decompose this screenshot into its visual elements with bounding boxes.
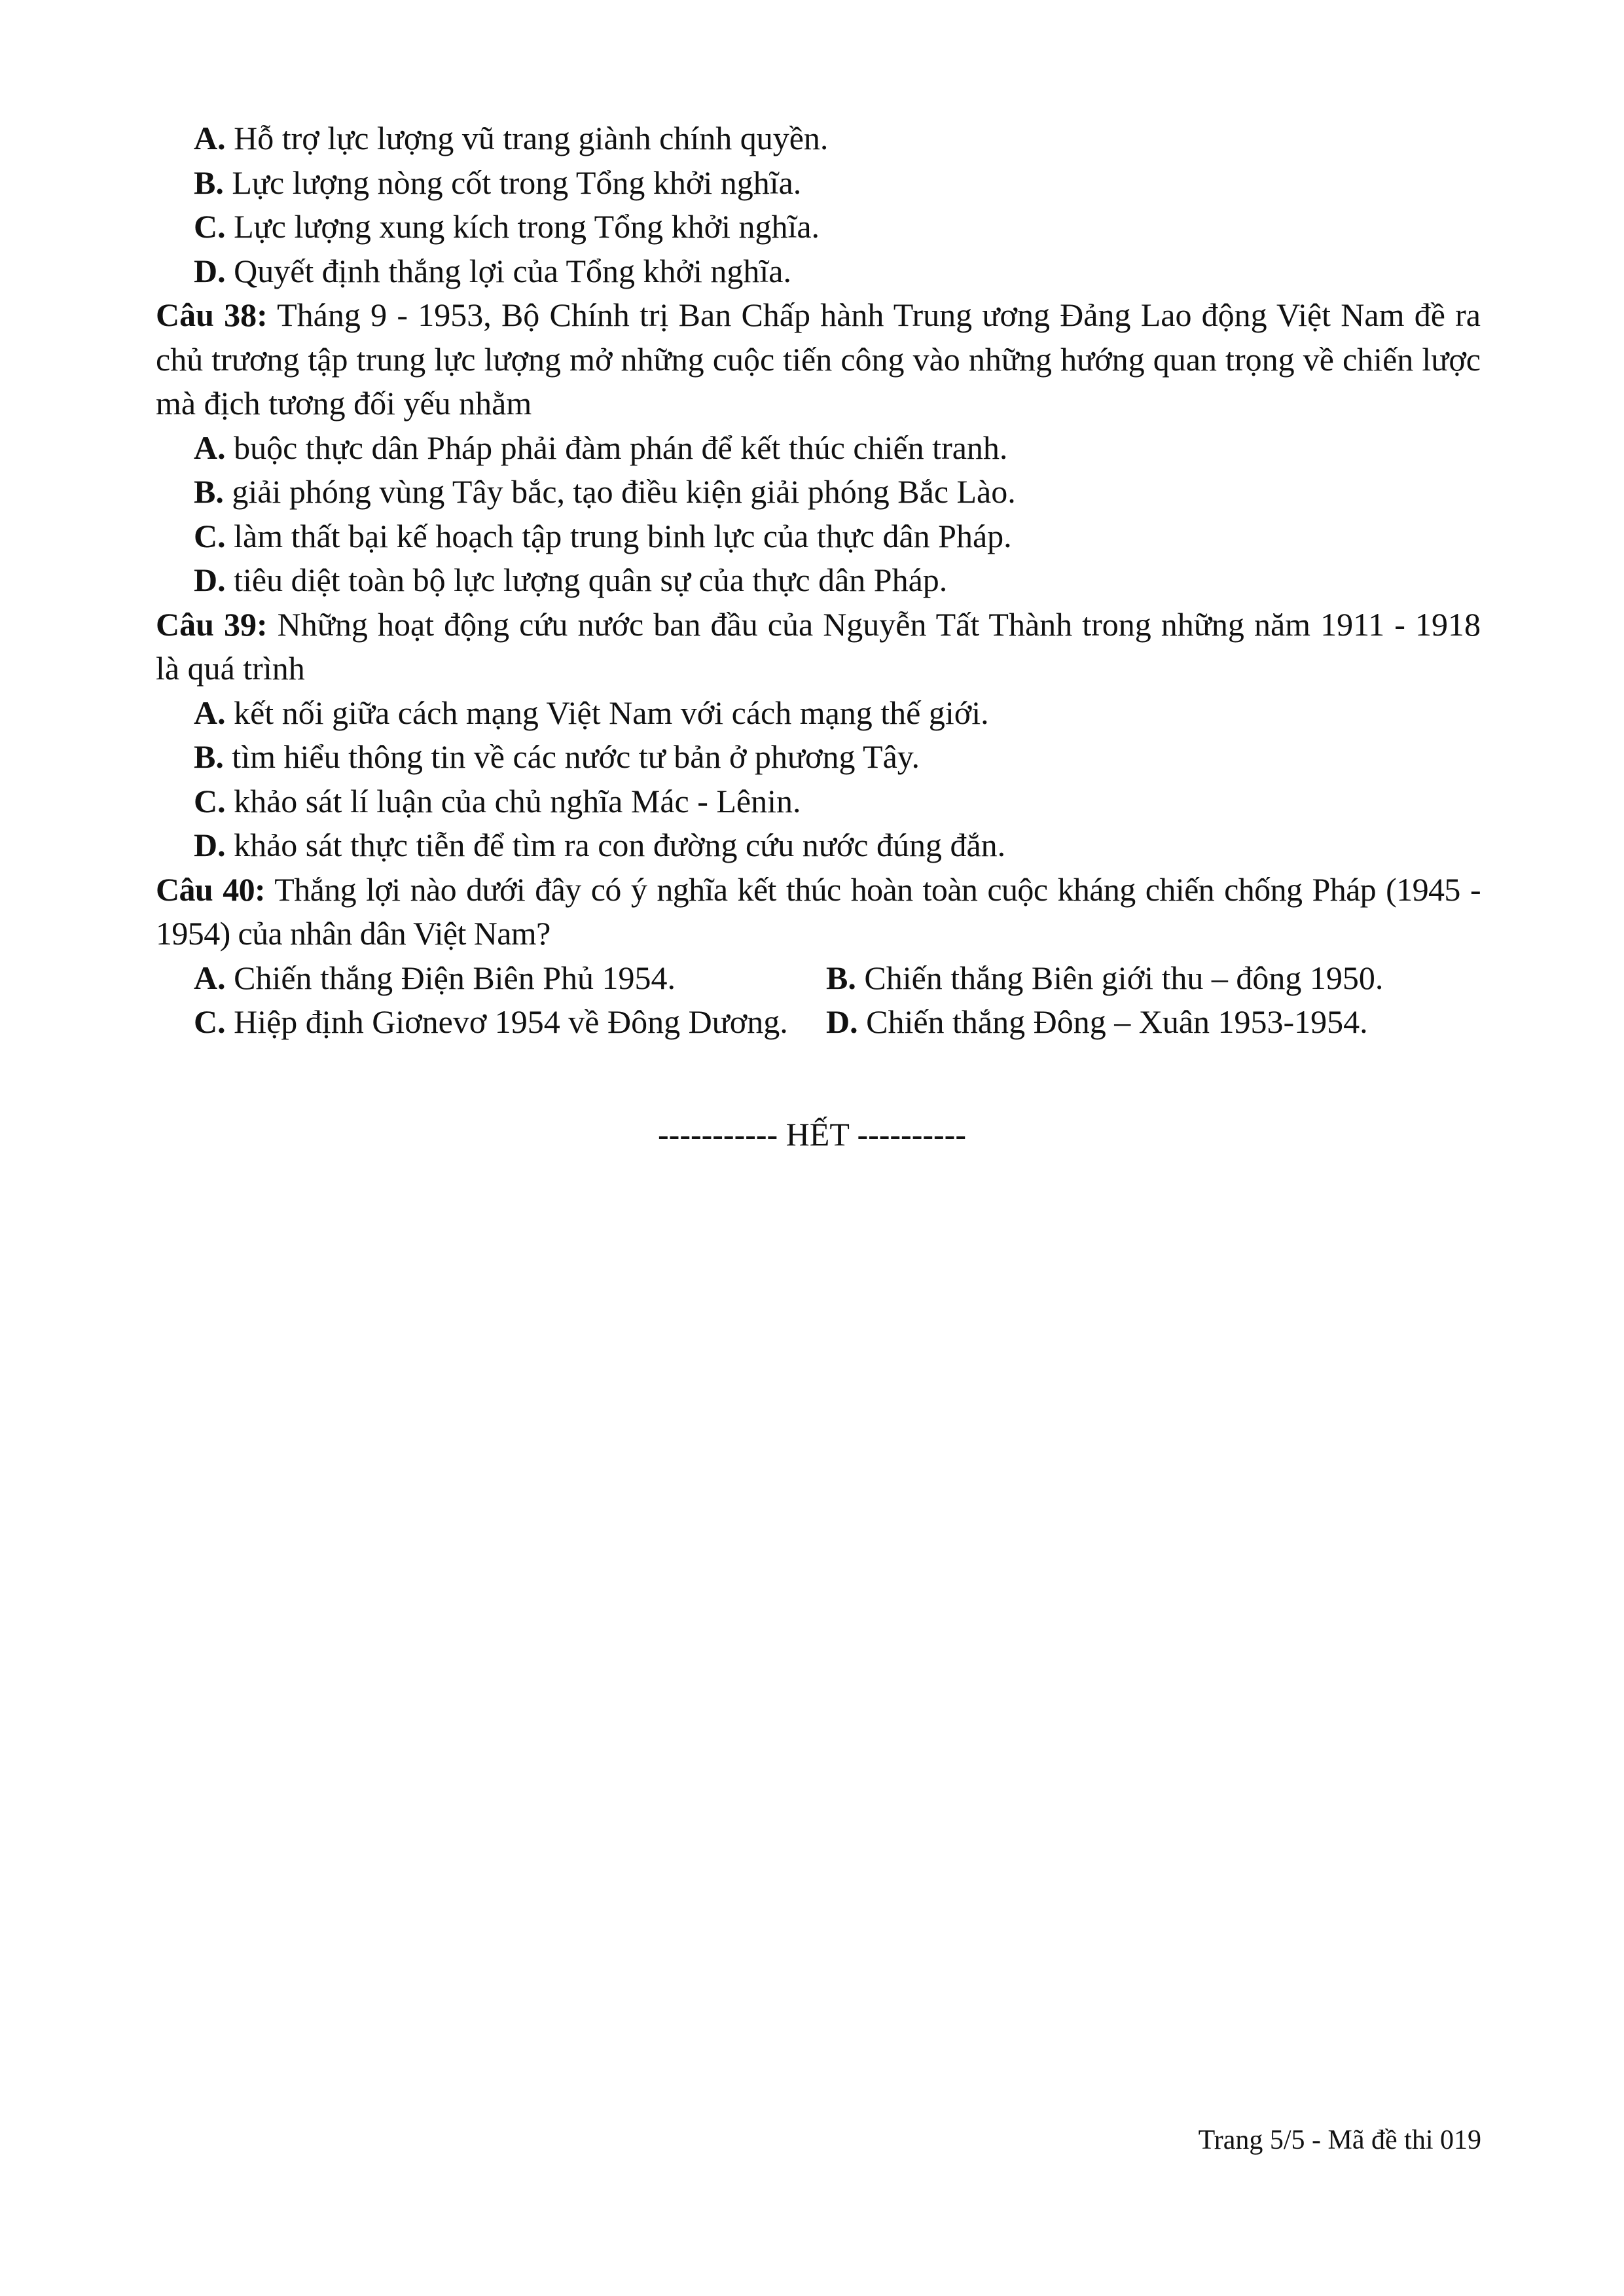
option-b: B. tìm hiểu thông tin về các nước tư bản ở phương Tây. — [194, 738, 920, 775]
option-c: C. Lực lượng xung kích trong Tổng khởi nghĩa. — [194, 208, 820, 245]
question-40-stem — [156, 868, 1481, 956]
option-a: A. Chiến thắng Điện Biên Phủ 1954. — [194, 959, 676, 996]
question-38-text: Tháng 9 - 1953, Bộ Chính trị Ban Chấp hành Trung ương Đảng Lao động Việt Nam đề ra chủ trương tập trung lực lượng mở những cuộc tiến công vào những hướng quan trọng về chiến lược mà địch tương đối yếu nhằm — [156, 296, 1481, 422]
option-b: B. Lực lượng nòng cốt trong Tổng khởi nghĩa. — [194, 164, 802, 201]
question-40-options-row-1 — [156, 956, 1481, 1001]
question-39 — [156, 603, 1481, 868]
option-a: A. buộc thực dân Pháp phải đàm phán để kết thúc chiến tranh. — [194, 429, 1008, 466]
option-c: C. khảo sát lí luận của chủ nghĩa Mác - Lênin. — [194, 782, 801, 819]
question-39-text: Những hoạt động cứu nước ban đầu của Nguyễn Tất Thành trong những năm 1911 - 1918 là quá trình — [156, 605, 1481, 687]
question-38-stem — [156, 293, 1481, 426]
option-b: B. giải phóng vùng Tây bắc, tạo điều kiện giải phóng Bắc Lào. — [194, 473, 1016, 510]
question-40-options-row-2 — [156, 1000, 1481, 1045]
exam-content — [156, 117, 1481, 1045]
page-footer: Trang 5/5 - Mã đề thi 019 — [1198, 2125, 1481, 2155]
prev-question-options — [156, 117, 1481, 293]
option-c: C. làm thất bại kế hoạch tập trung binh lực của thực dân Pháp. — [194, 517, 1012, 554]
question-40-text: Thắng lợi nào dưới đây có ý nghĩa kết thúc hoàn toàn cuộc kháng chiến chống Pháp (1945 - 1954) của nhân dân Việt Nam? — [156, 870, 1481, 952]
option-c: C. Hiệp định Giơnevơ 1954 về Đông Dương. — [194, 1003, 788, 1040]
option-d: D. tiêu diệt toàn bộ lực lượng quân sự của thực dân Pháp. — [194, 562, 948, 598]
option-d: D. Quyết định thắng lợi của Tổng khởi nghĩa. — [194, 252, 791, 289]
option-b: B. Chiến thắng Biên giới thu – đông 1950. — [826, 959, 1384, 996]
option-d: D. khảo sát thực tiễn để tìm ra con đường cứu nước đúng đắn. — [194, 827, 1006, 863]
question-38 — [156, 293, 1481, 603]
question-38-label: Câu 38: — [156, 296, 268, 333]
question-39-stem — [156, 603, 1481, 691]
option-a: A. Hỗ trợ lực lượng vũ trang giành chính quyền. — [194, 120, 829, 156]
question-39-label: Câu 39: — [156, 605, 268, 643]
question-40 — [156, 868, 1481, 1045]
option-a: A. kết nối giữa cách mạng Việt Nam với cách mạng thế giới. — [194, 694, 989, 731]
option-d: D. Chiến thắng Đông – Xuân 1953-1954. — [826, 1003, 1368, 1040]
end-of-exam-mark: ----------- HẾT ---------- — [658, 1116, 966, 1153]
question-40-label: Câu 40: — [156, 870, 266, 908]
